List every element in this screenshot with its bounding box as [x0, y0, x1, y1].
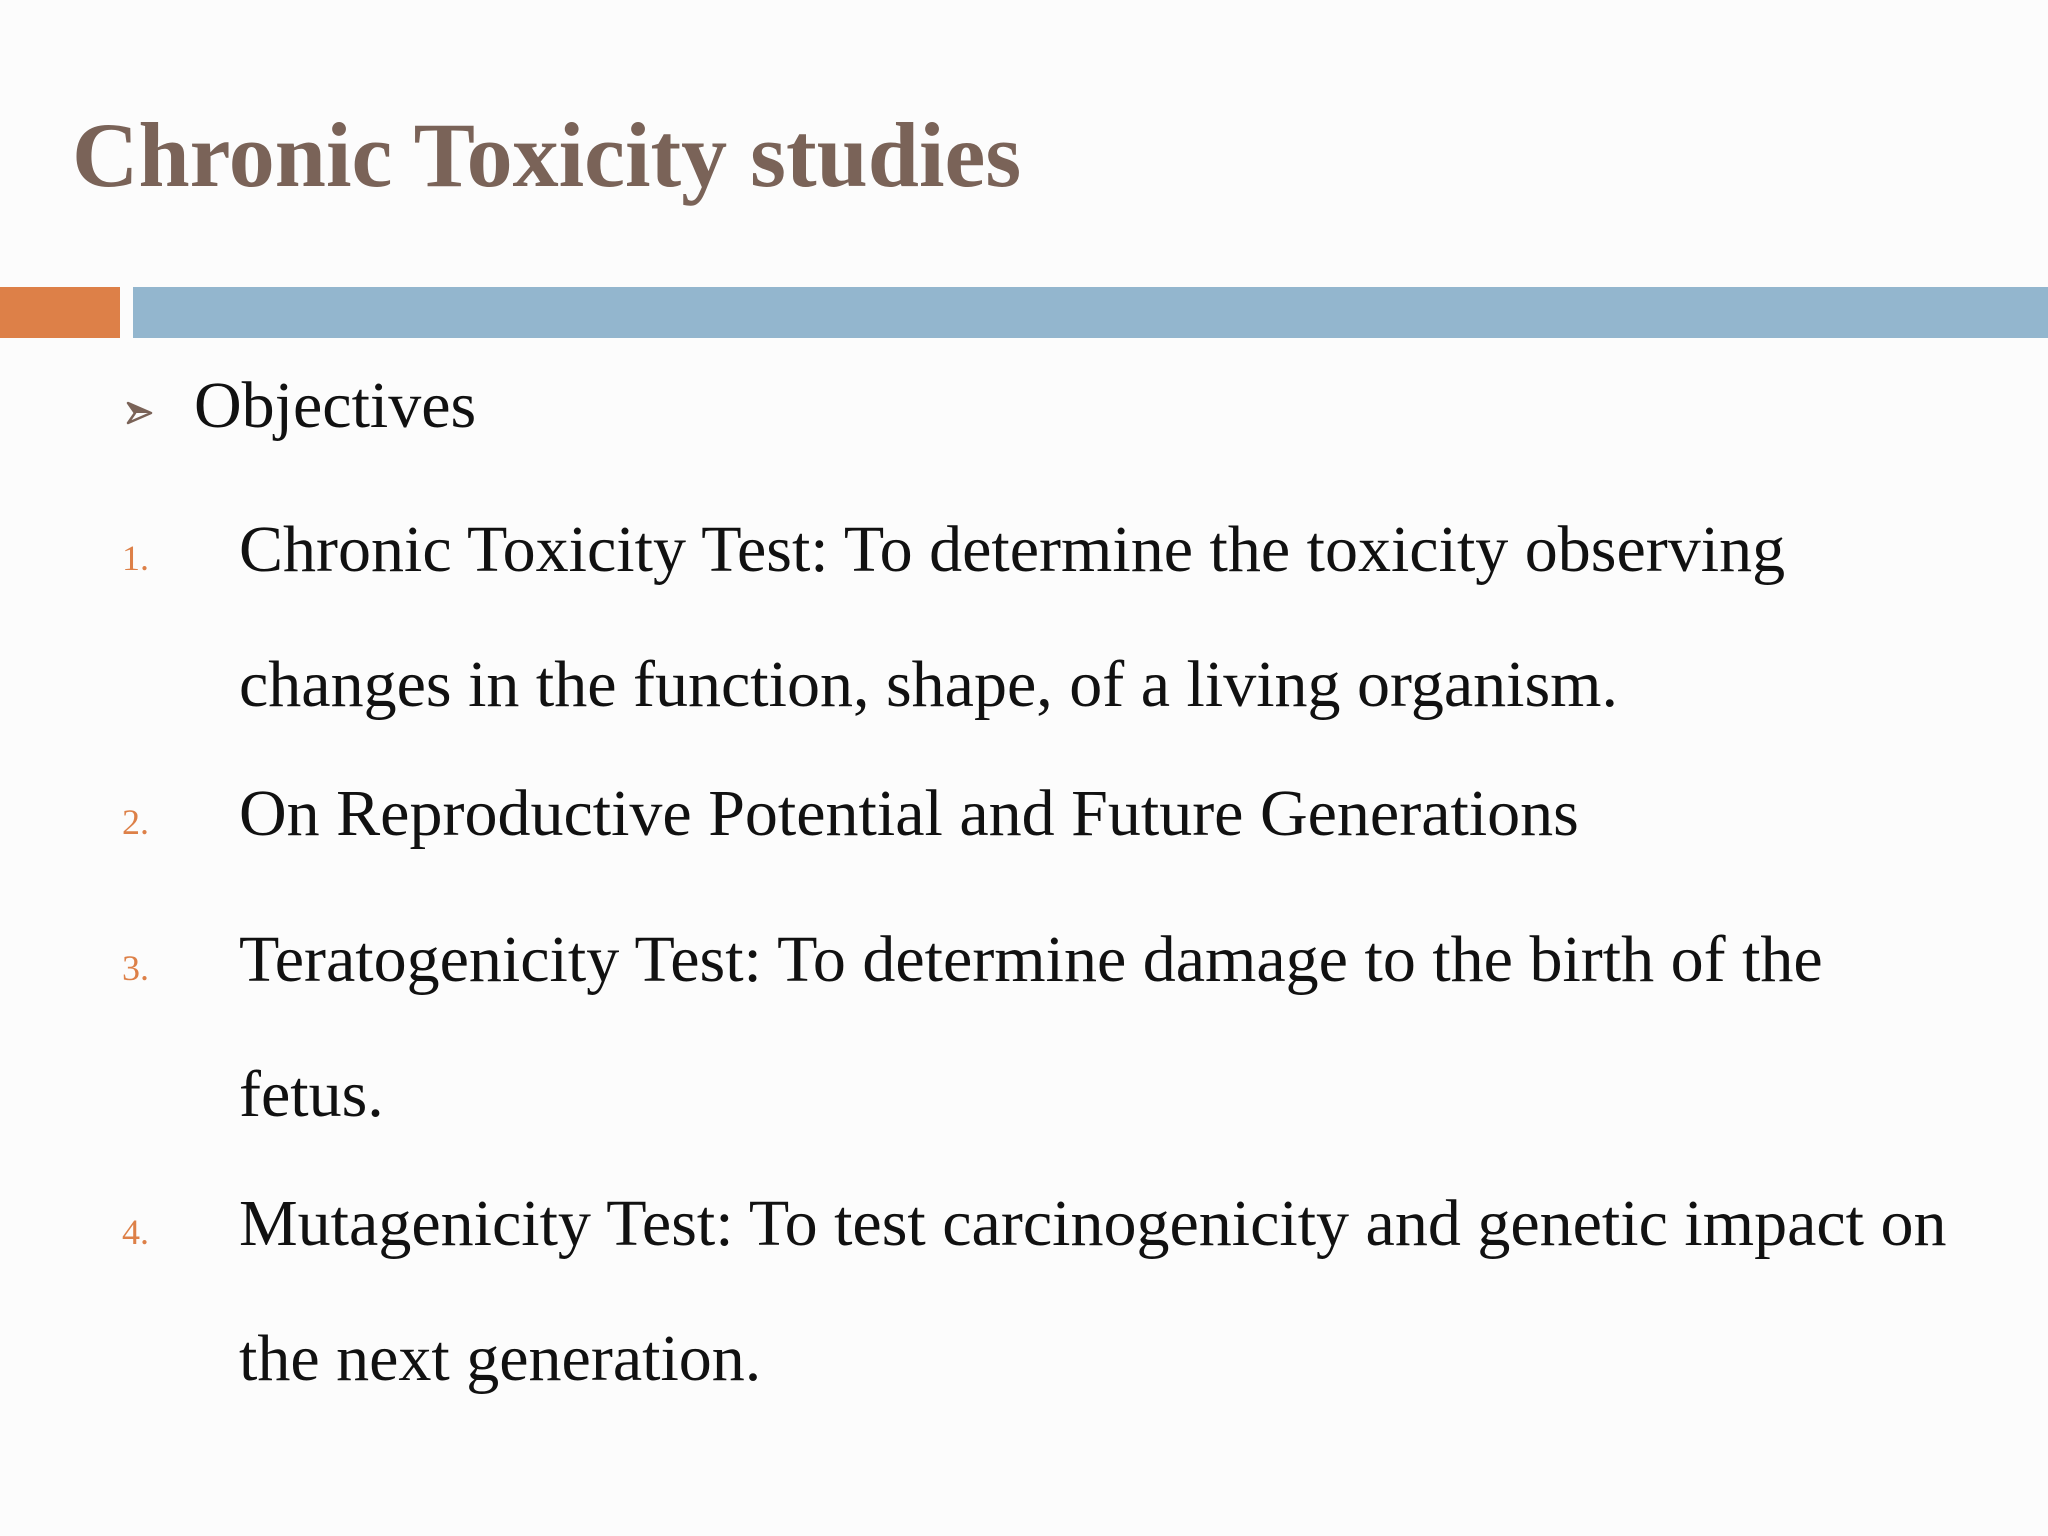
list-item-number: 3. — [122, 948, 149, 988]
bullet-text: Objectives — [194, 369, 477, 442]
list-item-text: On Reproductive Potential and Future Generations — [239, 777, 1579, 850]
list-item-text: Teratogenicity Test: To determine damage to the birth of the fetus. — [239, 923, 1823, 1131]
list-item-text: Mutagenicity Test: To test carcinogenicity and genetic impact on the next generation. — [239, 1187, 1947, 1395]
divider-bar — [133, 287, 2048, 338]
list-item-number: 4. — [122, 1212, 149, 1252]
slide-title: Chronic Toxicity studies — [72, 104, 1022, 206]
list-item-number: 2. — [122, 802, 149, 842]
arrowhead-bullet-icon — [124, 398, 154, 428]
list-item-number: 1. — [122, 538, 149, 578]
list-item-text: Chronic Toxicity Test: To determine the toxicity observing changes in the function, shape, of a living organism. — [239, 513, 1786, 721]
bullet-objectives — [124, 366, 476, 446]
accent-bar — [0, 287, 120, 338]
